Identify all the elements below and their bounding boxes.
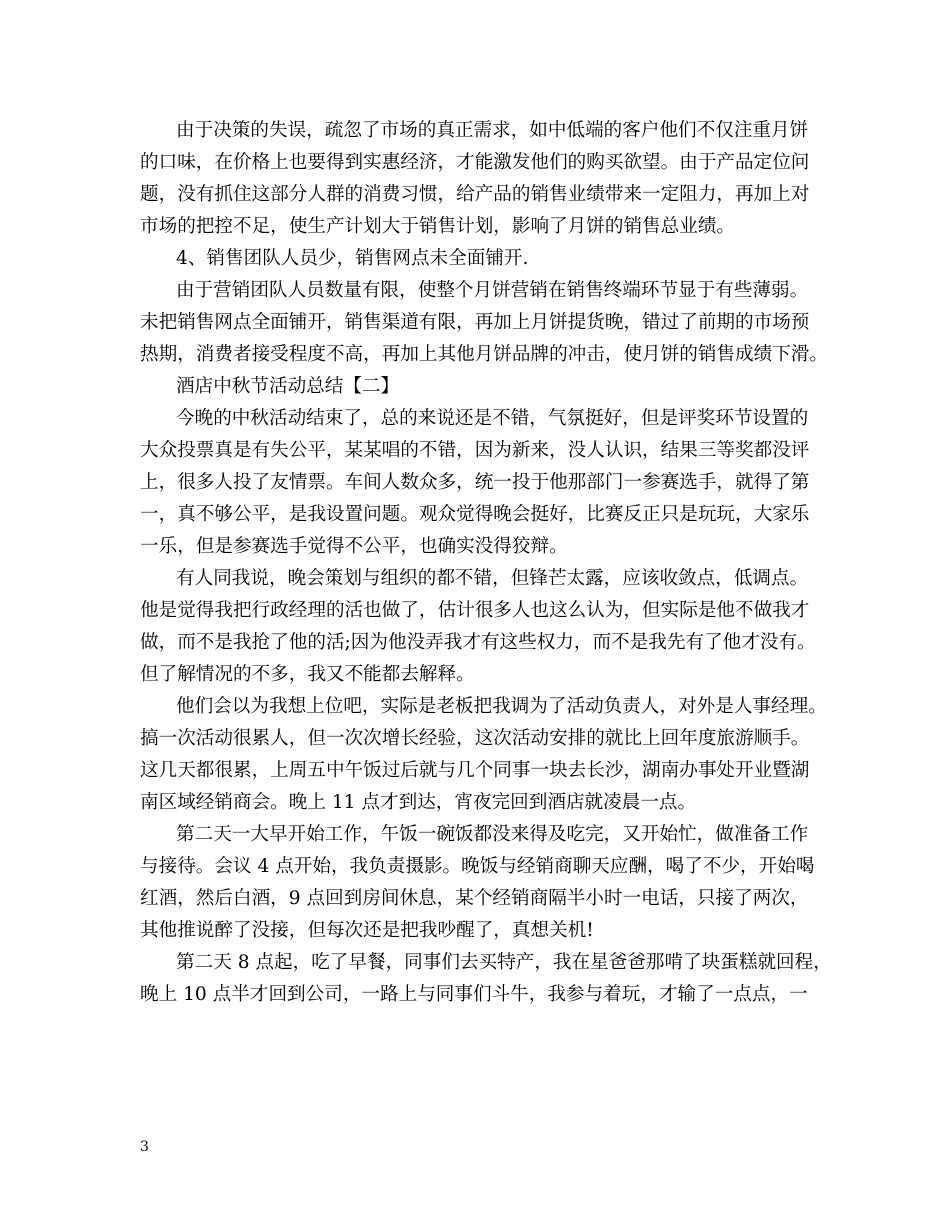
section-heading: 4、销售团队人员少，销售网点未全面铺开. [176, 248, 529, 269]
paragraph-line: 热期，消费者接受程度不高，再加上其他月饼品牌的冲击，使月饼的销售成绩下滑。 [140, 344, 828, 365]
paragraph-line: 他是觉得我把行政经理的活也做了，估计很多人也这么认为，但实际是他不做我才 [140, 600, 810, 621]
paragraph-line: 由于营销团队人员数量有限，使整个月饼营销在销售终端环节显于有些薄弱。 [176, 280, 809, 301]
paragraph-line: 但了解情况的不多，我又不能都去解释。 [140, 664, 475, 685]
paragraph-line: 上，很多人投了友情票。车间人数众多，统一投于他那部门一参赛选手，就得了第 [140, 472, 810, 493]
section-heading: 酒店中秋节活动总结【二】 [176, 376, 400, 397]
paragraph-line: 其他推说醉了没接，但每次还是把我吵醒了，真想关机! [140, 920, 594, 941]
paragraph-line: 未把销售网点全面铺开，销售渠道有限，再加上月饼提货晚，错过了前期的市场预 [140, 312, 810, 333]
paragraph-line: 题，没有抓住这部分人群的消费习惯，给产品的销售业绩带来一定阻力，再加上对 [140, 184, 810, 205]
paragraph-line: 第二天一大早开始工作，午饭一碗饭都没来得及吃完，又开始忙，做准备工作 [176, 824, 809, 845]
paragraph-line: 红酒，然后白酒，9 点回到房间休息，某个经销商隔半小时一电话，只接了两次， [140, 888, 809, 909]
paragraph-line: 南区域经销商会。晚上 11 点才到达，宵夜完回到酒店就凌晨一点。 [140, 792, 697, 813]
paragraph-line: 晚上 10 点半才回到公司，一路上与同事们斗牛，我参与着玩，才输了一点点，一 [140, 984, 808, 1005]
paragraph-line: 今晚的中秋活动结束了，总的来说还是不错，气氛挺好，但是评奖环节设置的 [176, 408, 809, 429]
paragraph-line: 有人同我说，晚会策划与组织的都不错，但锋芒太露，应该收敛点，低调点。 [176, 568, 809, 589]
paragraph-line: 他们会以为我想上位吧，实际是老板把我调为了活动负责人，对外是人事经理。 [176, 696, 827, 717]
paragraph-line: 市场的把控不足，使生产计划大于销售计划，影响了月饼的销售总业绩。 [140, 216, 736, 237]
paragraph-line: 这几天都很累，上周五中午饭过后就与几个同事一块去长沙，湖南办事处开业暨湖 [140, 760, 810, 781]
paragraph-line: 与接待。会议 4 点开始，我负责摄影。晚饭与经销商聊天应酬，喝了不少，开始喝 [140, 856, 815, 877]
paragraph-line: 大众投票真是有失公平，某某唱的不错，因为新来，没人认识，结果三等奖都没评 [140, 440, 810, 461]
paragraph-line: 一，真不够公平，是我设置问题。观众觉得晚会挺好，比赛反正只是玩玩，大家乐 [140, 504, 810, 525]
paragraph-line: 搞一次活动很累人，但一次次增长经验，这次活动安排的就比上回年度旅游顺手。 [140, 728, 810, 749]
paragraph-line: 做，而不是我抢了他的活;因为他没弄我才有这些权力，而不是我先有了他才没有。 [140, 632, 816, 653]
paragraph-line: 第二天 8 点起，吃了早餐，同事们去买特产，我在星爸爸那啃了块蛋糕就回程， [176, 952, 832, 973]
paragraph-line: 由于决策的失误，疏忽了市场的真正需求，如中低端的客户他们不仅注重月饼 [176, 120, 809, 141]
paragraph-line: 一乐，但是参赛选手觉得不公平，也确实没得狡辩。 [140, 536, 568, 557]
page-number: 3 [140, 1139, 149, 1155]
paragraph-line: 的口味，在价格上也要得到实惠经济，才能激发他们的购买欲望。由于产品定位问 [140, 152, 810, 173]
